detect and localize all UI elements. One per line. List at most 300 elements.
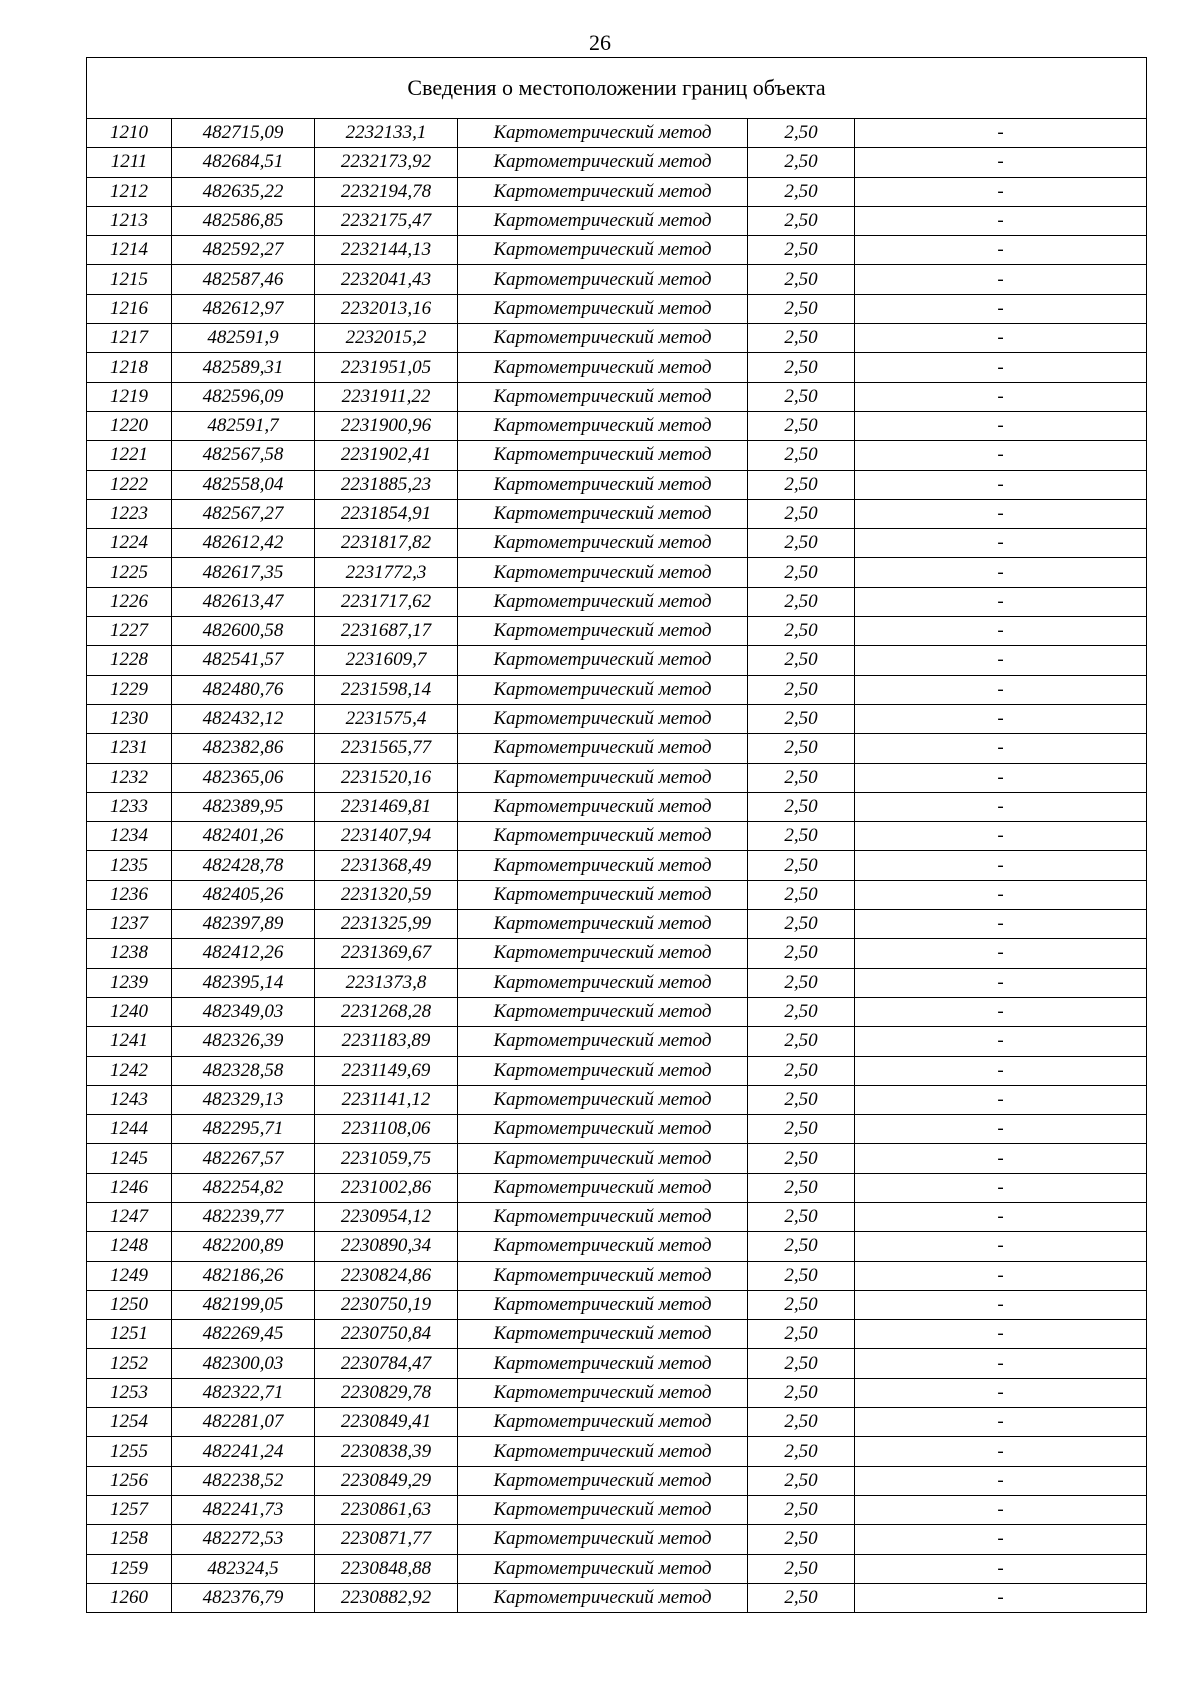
x-coordinate-cell: 482295,71 [172,1115,315,1144]
y-coordinate-cell: 2231368,49 [315,851,458,880]
description-cell: - [855,1232,1147,1261]
x-coordinate-cell: 482241,24 [172,1437,315,1466]
x-coordinate-cell: 482349,03 [172,997,315,1026]
method-cell: Картометрический метод [458,558,748,587]
x-coordinate-cell: 482329,13 [172,1085,315,1114]
description-cell: - [855,910,1147,939]
method-cell: Картометрический метод [458,1554,748,1583]
x-coordinate-cell: 482395,14 [172,968,315,997]
table-row [87,997,1147,1026]
method-cell: Картометрический метод [458,148,748,177]
point-number-cell: 1238 [87,939,172,968]
accuracy-cell: 2,50 [748,1408,855,1437]
method-cell: Картометрический метод [458,353,748,382]
description-cell: - [855,1144,1147,1173]
point-number-cell: 1221 [87,441,172,470]
y-coordinate-cell: 2230882,92 [315,1583,458,1612]
x-coordinate-cell: 482281,07 [172,1408,315,1437]
description-cell: - [855,617,1147,646]
y-coordinate-cell: 2231469,81 [315,792,458,821]
method-cell: Картометрический метод [458,1085,748,1114]
description-cell: - [855,1027,1147,1056]
point-number-cell: 1212 [87,177,172,206]
y-coordinate-cell: 2231320,59 [315,880,458,909]
accuracy-cell: 2,50 [748,1290,855,1319]
table-row [87,1056,1147,1085]
point-number-cell: 1216 [87,294,172,323]
x-coordinate-cell: 482600,58 [172,617,315,646]
point-number-cell: 1217 [87,324,172,353]
table-row [87,1437,1147,1466]
accuracy-cell: 2,50 [748,792,855,821]
table-row [87,734,1147,763]
accuracy-cell: 2,50 [748,675,855,704]
y-coordinate-cell: 2232144,13 [315,236,458,265]
x-coordinate-cell: 482617,35 [172,558,315,587]
point-number-cell: 1256 [87,1466,172,1495]
x-coordinate-cell: 482591,9 [172,324,315,353]
x-coordinate-cell: 482382,86 [172,734,315,763]
table-row [87,353,1147,382]
y-coordinate-cell: 2230849,29 [315,1466,458,1495]
table-row [87,1232,1147,1261]
method-cell: Картометрический метод [458,1408,748,1437]
point-number-cell: 1236 [87,880,172,909]
x-coordinate-cell: 482612,97 [172,294,315,323]
y-coordinate-cell: 2230954,12 [315,1202,458,1231]
y-coordinate-cell: 2231059,75 [315,1144,458,1173]
description-cell: - [855,206,1147,235]
table-row [87,1290,1147,1319]
point-number-cell: 1248 [87,1232,172,1261]
point-number-cell: 1219 [87,382,172,411]
description-cell: - [855,792,1147,821]
method-cell: Картометрический метод [458,441,748,470]
table-row [87,441,1147,470]
accuracy-cell: 2,50 [748,411,855,440]
method-cell: Картометрический метод [458,968,748,997]
y-coordinate-cell: 2231900,96 [315,411,458,440]
point-number-cell: 1218 [87,353,172,382]
y-coordinate-cell: 2232015,2 [315,324,458,353]
accuracy-cell: 2,50 [748,1378,855,1407]
y-coordinate-cell: 2232173,92 [315,148,458,177]
table-row [87,1144,1147,1173]
x-coordinate-cell: 482715,09 [172,119,315,148]
x-coordinate-cell: 482241,73 [172,1495,315,1524]
accuracy-cell: 2,50 [748,1261,855,1290]
point-number-cell: 1247 [87,1202,172,1231]
table-row [87,1173,1147,1202]
y-coordinate-cell: 2231817,82 [315,529,458,558]
x-coordinate-cell: 482405,26 [172,880,315,909]
accuracy-cell: 2,50 [748,1232,855,1261]
x-coordinate-cell: 482365,06 [172,763,315,792]
y-coordinate-cell: 2230849,41 [315,1408,458,1437]
point-number-cell: 1226 [87,587,172,616]
x-coordinate-cell: 482586,85 [172,206,315,235]
table-row [87,177,1147,206]
y-coordinate-cell: 2230750,19 [315,1290,458,1319]
method-cell: Картометрический метод [458,1232,748,1261]
description-cell: - [855,1466,1147,1495]
description-cell: - [855,763,1147,792]
accuracy-cell: 2,50 [748,763,855,792]
x-coordinate-cell: 482389,95 [172,792,315,821]
point-number-cell: 1213 [87,206,172,235]
x-coordinate-cell: 482589,31 [172,353,315,382]
x-coordinate-cell: 482272,53 [172,1525,315,1554]
description-cell: - [855,646,1147,675]
y-coordinate-cell: 2230861,63 [315,1495,458,1524]
accuracy-cell: 2,50 [748,1144,855,1173]
accuracy-cell: 2,50 [748,1466,855,1495]
table-row [87,910,1147,939]
description-cell: - [855,1290,1147,1319]
table-row [87,851,1147,880]
x-coordinate-cell: 482239,77 [172,1202,315,1231]
method-cell: Картометрический метод [458,646,748,675]
x-coordinate-cell: 482684,51 [172,148,315,177]
method-cell: Картометрический метод [458,1525,748,1554]
accuracy-cell: 2,50 [748,1027,855,1056]
method-cell: Картометрический метод [458,529,748,558]
description-cell: - [855,148,1147,177]
method-cell: Картометрический метод [458,617,748,646]
y-coordinate-cell: 2230750,84 [315,1320,458,1349]
y-coordinate-cell: 2231520,16 [315,763,458,792]
x-coordinate-cell: 482238,52 [172,1466,315,1495]
x-coordinate-cell: 482300,03 [172,1349,315,1378]
description-cell: - [855,1378,1147,1407]
table-row [87,119,1147,148]
x-coordinate-cell: 482269,45 [172,1320,315,1349]
table-row [87,1466,1147,1495]
method-cell: Картометрический метод [458,910,748,939]
point-number-cell: 1241 [87,1027,172,1056]
method-cell: Картометрический метод [458,1495,748,1524]
x-coordinate-cell: 482267,57 [172,1144,315,1173]
point-number-cell: 1254 [87,1408,172,1437]
table-row [87,1320,1147,1349]
y-coordinate-cell: 2231407,94 [315,822,458,851]
y-coordinate-cell: 2231268,28 [315,997,458,1026]
table-row [87,265,1147,294]
point-number-cell: 1242 [87,1056,172,1085]
x-coordinate-cell: 482596,09 [172,382,315,411]
point-number-cell: 1232 [87,763,172,792]
description-cell: - [855,499,1147,528]
table-row [87,1085,1147,1114]
accuracy-cell: 2,50 [748,1320,855,1349]
accuracy-cell: 2,50 [748,353,855,382]
description-cell: - [855,675,1147,704]
method-cell: Картометрический метод [458,1290,748,1319]
table-row [87,880,1147,909]
accuracy-cell: 2,50 [748,294,855,323]
y-coordinate-cell: 2231951,05 [315,353,458,382]
point-number-cell: 1211 [87,148,172,177]
description-cell: - [855,704,1147,733]
table-row [87,675,1147,704]
description-cell: - [855,441,1147,470]
x-coordinate-cell: 482612,42 [172,529,315,558]
y-coordinate-cell: 2231141,12 [315,1085,458,1114]
point-number-cell: 1228 [87,646,172,675]
accuracy-cell: 2,50 [748,1202,855,1231]
accuracy-cell: 2,50 [748,997,855,1026]
method-cell: Картометрический метод [458,822,748,851]
table-row [87,499,1147,528]
method-cell: Картометрический метод [458,792,748,821]
point-number-cell: 1220 [87,411,172,440]
method-cell: Картометрический метод [458,411,748,440]
accuracy-cell: 2,50 [748,529,855,558]
x-coordinate-cell: 482328,58 [172,1056,315,1085]
point-number-cell: 1235 [87,851,172,880]
accuracy-cell: 2,50 [748,558,855,587]
description-cell: - [855,294,1147,323]
y-coordinate-cell: 2231902,41 [315,441,458,470]
method-cell: Картометрический метод [458,324,748,353]
accuracy-cell: 2,50 [748,324,855,353]
description-cell: - [855,939,1147,968]
point-number-cell: 1234 [87,822,172,851]
accuracy-cell: 2,50 [748,1085,855,1114]
accuracy-cell: 2,50 [748,1173,855,1202]
accuracy-cell: 2,50 [748,499,855,528]
y-coordinate-cell: 2231854,91 [315,499,458,528]
table-row [87,1583,1147,1612]
y-coordinate-cell: 2231325,99 [315,910,458,939]
point-number-cell: 1237 [87,910,172,939]
accuracy-cell: 2,50 [748,646,855,675]
x-coordinate-cell: 482412,26 [172,939,315,968]
y-coordinate-cell: 2231575,4 [315,704,458,733]
table-row [87,1202,1147,1231]
accuracy-cell: 2,50 [748,939,855,968]
accuracy-cell: 2,50 [748,617,855,646]
y-coordinate-cell: 2230824,86 [315,1261,458,1290]
point-number-cell: 1258 [87,1525,172,1554]
method-cell: Картометрический метод [458,851,748,880]
description-cell: - [855,1115,1147,1144]
description-cell: - [855,1261,1147,1290]
table-row [87,968,1147,997]
x-coordinate-cell: 482401,26 [172,822,315,851]
method-cell: Картометрический метод [458,1349,748,1378]
point-number-cell: 1252 [87,1349,172,1378]
y-coordinate-cell: 2231717,62 [315,587,458,616]
table-row [87,382,1147,411]
point-number-cell: 1227 [87,617,172,646]
x-coordinate-cell: 482322,71 [172,1378,315,1407]
description-cell: - [855,822,1147,851]
x-coordinate-cell: 482480,76 [172,675,315,704]
table-row [87,470,1147,499]
x-coordinate-cell: 482397,89 [172,910,315,939]
method-cell: Картометрический метод [458,734,748,763]
table-row [87,617,1147,646]
table-row [87,294,1147,323]
accuracy-cell: 2,50 [748,910,855,939]
point-number-cell: 1223 [87,499,172,528]
point-number-cell: 1245 [87,1144,172,1173]
method-cell: Картометрический метод [458,119,748,148]
table-header-row [87,58,1147,119]
method-cell: Картометрический метод [458,470,748,499]
x-coordinate-cell: 482613,47 [172,587,315,616]
method-cell: Картометрический метод [458,763,748,792]
description-cell: - [855,1320,1147,1349]
table-row [87,411,1147,440]
point-number-cell: 1246 [87,1173,172,1202]
description-cell: - [855,265,1147,294]
description-cell: - [855,880,1147,909]
table-row [87,822,1147,851]
description-cell: - [855,236,1147,265]
x-coordinate-cell: 482326,39 [172,1027,315,1056]
table-row [87,529,1147,558]
description-cell: - [855,177,1147,206]
accuracy-cell: 2,50 [748,968,855,997]
y-coordinate-cell: 2231609,7 [315,646,458,675]
accuracy-cell: 2,50 [748,1115,855,1144]
point-number-cell: 1231 [87,734,172,763]
y-coordinate-cell: 2231911,22 [315,382,458,411]
method-cell: Картометрический метод [458,704,748,733]
accuracy-cell: 2,50 [748,119,855,148]
accuracy-cell: 2,50 [748,148,855,177]
method-cell: Картометрический метод [458,1466,748,1495]
description-cell: - [855,382,1147,411]
point-number-cell: 1253 [87,1378,172,1407]
description-cell: - [855,324,1147,353]
y-coordinate-cell: 2230871,77 [315,1525,458,1554]
accuracy-cell: 2,50 [748,1554,855,1583]
y-coordinate-cell: 2230829,78 [315,1378,458,1407]
method-cell: Картометрический метод [458,1583,748,1612]
table-row [87,1408,1147,1437]
table-row [87,1525,1147,1554]
table-row [87,1495,1147,1524]
x-coordinate-cell: 482186,26 [172,1261,315,1290]
y-coordinate-cell: 2230890,34 [315,1232,458,1261]
page-number: 26 [589,30,611,55]
method-cell: Картометрический метод [458,939,748,968]
point-number-cell: 1249 [87,1261,172,1290]
description-cell: - [855,1437,1147,1466]
x-coordinate-cell: 482558,04 [172,470,315,499]
y-coordinate-cell: 2231565,77 [315,734,458,763]
description-cell: - [855,353,1147,382]
method-cell: Картометрический метод [458,1173,748,1202]
x-coordinate-cell: 482324,5 [172,1554,315,1583]
method-cell: Картометрический метод [458,675,748,704]
y-coordinate-cell: 2230838,39 [315,1437,458,1466]
accuracy-cell: 2,50 [748,382,855,411]
accuracy-cell: 2,50 [748,587,855,616]
description-cell: - [855,1173,1147,1202]
method-cell: Картометрический метод [458,1437,748,1466]
accuracy-cell: 2,50 [748,851,855,880]
point-number-cell: 1233 [87,792,172,821]
accuracy-cell: 2,50 [748,1349,855,1378]
y-coordinate-cell: 2231598,14 [315,675,458,704]
point-number-cell: 1215 [87,265,172,294]
accuracy-cell: 2,50 [748,1525,855,1554]
description-cell: - [855,587,1147,616]
x-coordinate-cell: 482432,12 [172,704,315,733]
accuracy-cell: 2,50 [748,441,855,470]
point-number-cell: 1240 [87,997,172,1026]
point-number-cell: 1251 [87,1320,172,1349]
method-cell: Картометрический метод [458,499,748,528]
table-row [87,1027,1147,1056]
description-cell: - [855,470,1147,499]
accuracy-cell: 2,50 [748,734,855,763]
description-cell: - [855,851,1147,880]
table-row [87,206,1147,235]
table-row [87,587,1147,616]
x-coordinate-cell: 482200,89 [172,1232,315,1261]
method-cell: Картометрический метод [458,206,748,235]
accuracy-cell: 2,50 [748,236,855,265]
method-cell: Картометрический метод [458,1027,748,1056]
y-coordinate-cell: 2232194,78 [315,177,458,206]
x-coordinate-cell: 482428,78 [172,851,315,880]
method-cell: Картометрический метод [458,177,748,206]
accuracy-cell: 2,50 [748,704,855,733]
x-coordinate-cell: 482567,58 [172,441,315,470]
point-number-cell: 1239 [87,968,172,997]
y-coordinate-cell: 2231369,67 [315,939,458,968]
method-cell: Картометрический метод [458,382,748,411]
point-number-cell: 1229 [87,675,172,704]
description-cell: - [855,1554,1147,1583]
method-cell: Картометрический метод [458,880,748,909]
method-cell: Картометрический метод [458,236,748,265]
y-coordinate-cell: 2230784,47 [315,1349,458,1378]
method-cell: Картометрический метод [458,1378,748,1407]
y-coordinate-cell: 2231885,23 [315,470,458,499]
y-coordinate-cell: 2231183,89 [315,1027,458,1056]
description-cell: - [855,1085,1147,1114]
y-coordinate-cell: 2231687,17 [315,617,458,646]
accuracy-cell: 2,50 [748,265,855,294]
table-row [87,324,1147,353]
description-cell: - [855,1525,1147,1554]
point-number-cell: 1250 [87,1290,172,1319]
method-cell: Картометрический метод [458,1144,748,1173]
accuracy-cell: 2,50 [748,822,855,851]
method-cell: Картометрический метод [458,265,748,294]
accuracy-cell: 2,50 [748,1056,855,1085]
point-number-cell: 1243 [87,1085,172,1114]
accuracy-cell: 2,50 [748,470,855,499]
method-cell: Картометрический метод [458,1320,748,1349]
description-cell: - [855,1202,1147,1231]
description-cell: - [855,997,1147,1026]
table-row [87,704,1147,733]
table-row [87,1349,1147,1378]
accuracy-cell: 2,50 [748,177,855,206]
point-number-cell: 1257 [87,1495,172,1524]
accuracy-cell: 2,50 [748,206,855,235]
x-coordinate-cell: 482376,79 [172,1583,315,1612]
description-cell: - [855,119,1147,148]
x-coordinate-cell: 482587,46 [172,265,315,294]
